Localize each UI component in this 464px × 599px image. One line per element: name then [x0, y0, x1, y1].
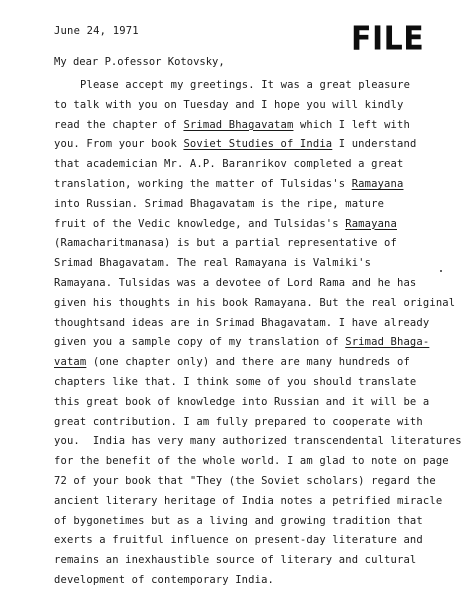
letter-body — [54, 76, 462, 591]
body-line: thoughtsand ideas are in Srimad Bhagavatam. I have already — [54, 316, 430, 329]
body-line: development of contemporary India. — [54, 573, 275, 586]
body-line: 72 of your book that "They (the Soviet scholars) regard the — [54, 474, 436, 487]
body-line: this great book of knowledge into Russian and it will be a — [54, 395, 430, 408]
body-line: given you a sample copy of my translation of Srimad Bhaga- — [54, 336, 430, 349]
body-line: ancient literary heritage of India notes a petrified miracle — [54, 494, 443, 507]
body-line: into Russian. Srimad Bhagavatam is the ripe, mature — [54, 197, 385, 210]
salutation: My dear P.ofessor Kotovsky, — [54, 56, 225, 68]
scan-speck — [440, 270, 442, 272]
book-title: Ramayana — [345, 217, 397, 230]
book-title: vatam — [54, 356, 87, 369]
body-line: you. India has very many authorized transcendental literatures — [54, 435, 462, 448]
body-line: Ramayana. Tulsidas was a devotee of Lord Rama and he has — [54, 276, 417, 289]
book-title: Soviet Studies of India — [183, 138, 333, 151]
body-line: Please accept my greetings. It was a great pleasure — [80, 79, 411, 91]
book-title: Ramayana — [351, 177, 404, 190]
letter-date: June 24, 1971 — [54, 25, 139, 37]
body-line: exerts a fruitful influence on present-day literature and — [54, 534, 423, 547]
body-line: read the chapter of Srimad Bhagavatam which I left with — [54, 118, 410, 131]
body-line: (Ramacharitmanasa) is but a partial representative of — [54, 237, 397, 250]
body-line: for the benefit of the whole world. I am glad to note on page — [54, 455, 449, 468]
body-line: vatam (one chapter only) and there are many hundreds of — [54, 356, 410, 369]
file-stamp: FILE — [351, 20, 425, 59]
body-line: translation, working the matter of Tulsidas's Ramayana — [54, 177, 404, 190]
body-line: chapters like that. I think some of you should translate — [54, 375, 417, 388]
body-line: fruit of the Vedic knowledge, and Tulsidas's Ramayana — [54, 217, 397, 230]
body-line: that academician Mr. A.P. Baranrikov completed a great — [54, 158, 404, 171]
body-line: given his thoughts in his book Ramayana. But the real original — [54, 296, 456, 309]
body-line: great contribution. I am fully prepared to cooperate with — [54, 415, 423, 428]
book-title: Srimad Bhagavatam — [183, 118, 294, 131]
body-line: of bygonetimes but as a living and growing tradition that — [54, 514, 423, 527]
body-line: you. From your book Soviet Studies of India I understand — [54, 138, 417, 151]
book-title: Srimad Bhaga- — [345, 336, 430, 349]
body-line: remains an inexhaustible source of literary and cultural — [54, 554, 417, 567]
body-line: to talk with you on Tuesday and I hope you will kindly — [54, 98, 404, 111]
body-line: Srimad Bhagavatam. The real Ramayana is Valmiki's — [54, 257, 372, 270]
